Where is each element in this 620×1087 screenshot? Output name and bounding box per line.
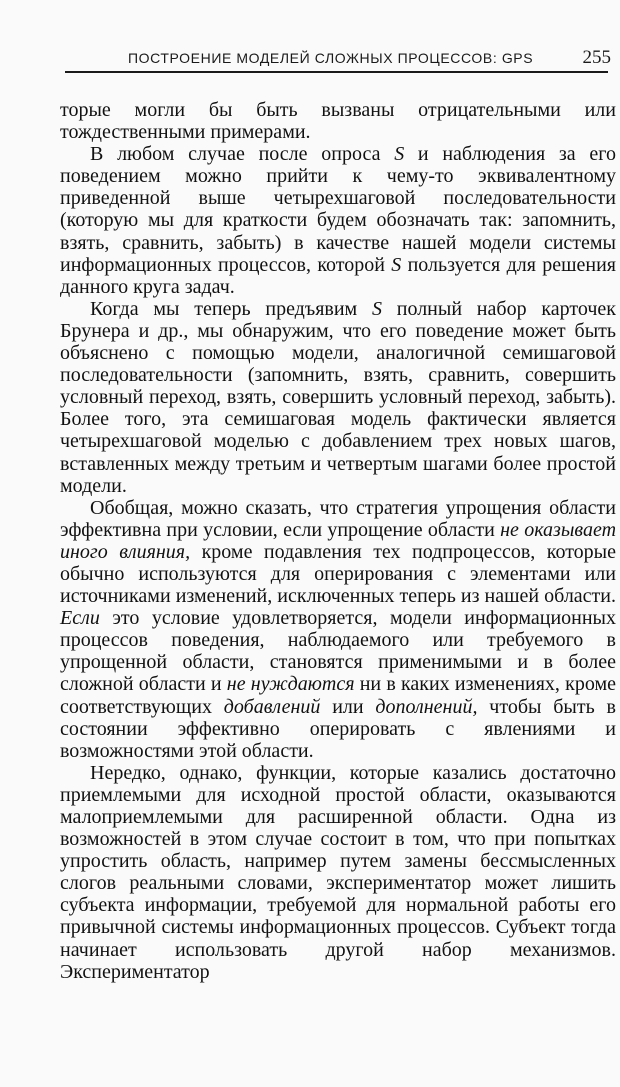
text-run: Обобщая, можно сказать, что стратегия упрощения области эффективна при условии, если упрощение области [60, 496, 616, 541]
paragraph [60, 298, 616, 497]
italic-text: S [391, 253, 402, 276]
text-run: Когда мы теперь предъявим [90, 297, 372, 320]
running-title: ПОСТРОЕНИЕ МОДЕЛЕЙ СЛОЖНЫХ ПРОЦЕССОВ: GPS [128, 50, 534, 66]
italic-text: S [371, 297, 382, 320]
paragraph [60, 497, 616, 762]
text-run: пользуется для решения данного круга задач. [60, 253, 616, 298]
text-run: Нередко, однако, функции, которые казались достаточно приемлемыми для исходной простой области, оказываются малоприемлемыми для расширенной области. Одна из возможностей в этом случае состоит в том, что при попытках упростить область, например путем замены бессмысленных слогов реальными словами, экспериментатор может лишить субъекта информации, требуемой для нормальной работы его привычной системы информационных процессов. Субъект тогда начинает использовать другой набор механизмов. Экспериментатор [60, 761, 616, 983]
page-number: 255 [582, 47, 611, 68]
page-header [65, 46, 615, 70]
text-run: полный набор карточек Брунера и др., мы обнаружим, что его поведение может быть объяснено с помощью модели, аналогичной семишаговой последовательности (запомнить, взять, сравнить, совершить условный переход, взять, совершить условный переход, забыть). Более того, эта семишаговая модель фактически является четырехшаговой моделью с добавлением трех новых шагов, вставленных между третьим и четвертым шагами более простой модели. [60, 297, 616, 497]
text-run: торые могли бы быть вызваны отрицательными или тождественными примерами. [60, 99, 616, 144]
italic-text: Если [60, 607, 100, 630]
header-rule [65, 71, 608, 73]
italic-text: не оказывает иного влияния, [60, 518, 617, 563]
italic-text: дополнений, [375, 695, 478, 718]
italic-text: не нуждаются [226, 673, 355, 696]
body-text [60, 99, 616, 983]
text-run: это условие удовлетворяется, модели информационных процессов поведения, наблюдаемого или требуемого в упрощенной области, становятся применимыми и в более сложной области и [60, 607, 616, 696]
italic-text: S [394, 143, 405, 166]
text-run: кроме подавления тех подпроцессов, которые обычно используются для оперирования с элементами или источниками изменений, исключенных теперь из нашей области. [60, 540, 616, 608]
paragraph [60, 143, 616, 298]
text-run: и наблюдения за его поведением можно прийти к чему-то эквивалентному приведенной выше четырехшаговой последовательности (которую мы для краткости будем обозначать так: запомнить, взять, сравнить, забыть) в качестве нашей модели системы информационных процессов, которой [60, 143, 616, 276]
text-run: В любом случае после опроса [90, 143, 395, 166]
text-run: чтобы быть в состоянии эффективно оперировать с явлениями и возможностями этой области. [60, 695, 616, 762]
paragraph [60, 99, 616, 143]
text-run: или [320, 695, 376, 718]
italic-text: добавлений [223, 695, 321, 718]
paragraph [60, 762, 616, 983]
text-run: ни в каких изменениях, кроме соответствующих [60, 673, 616, 718]
